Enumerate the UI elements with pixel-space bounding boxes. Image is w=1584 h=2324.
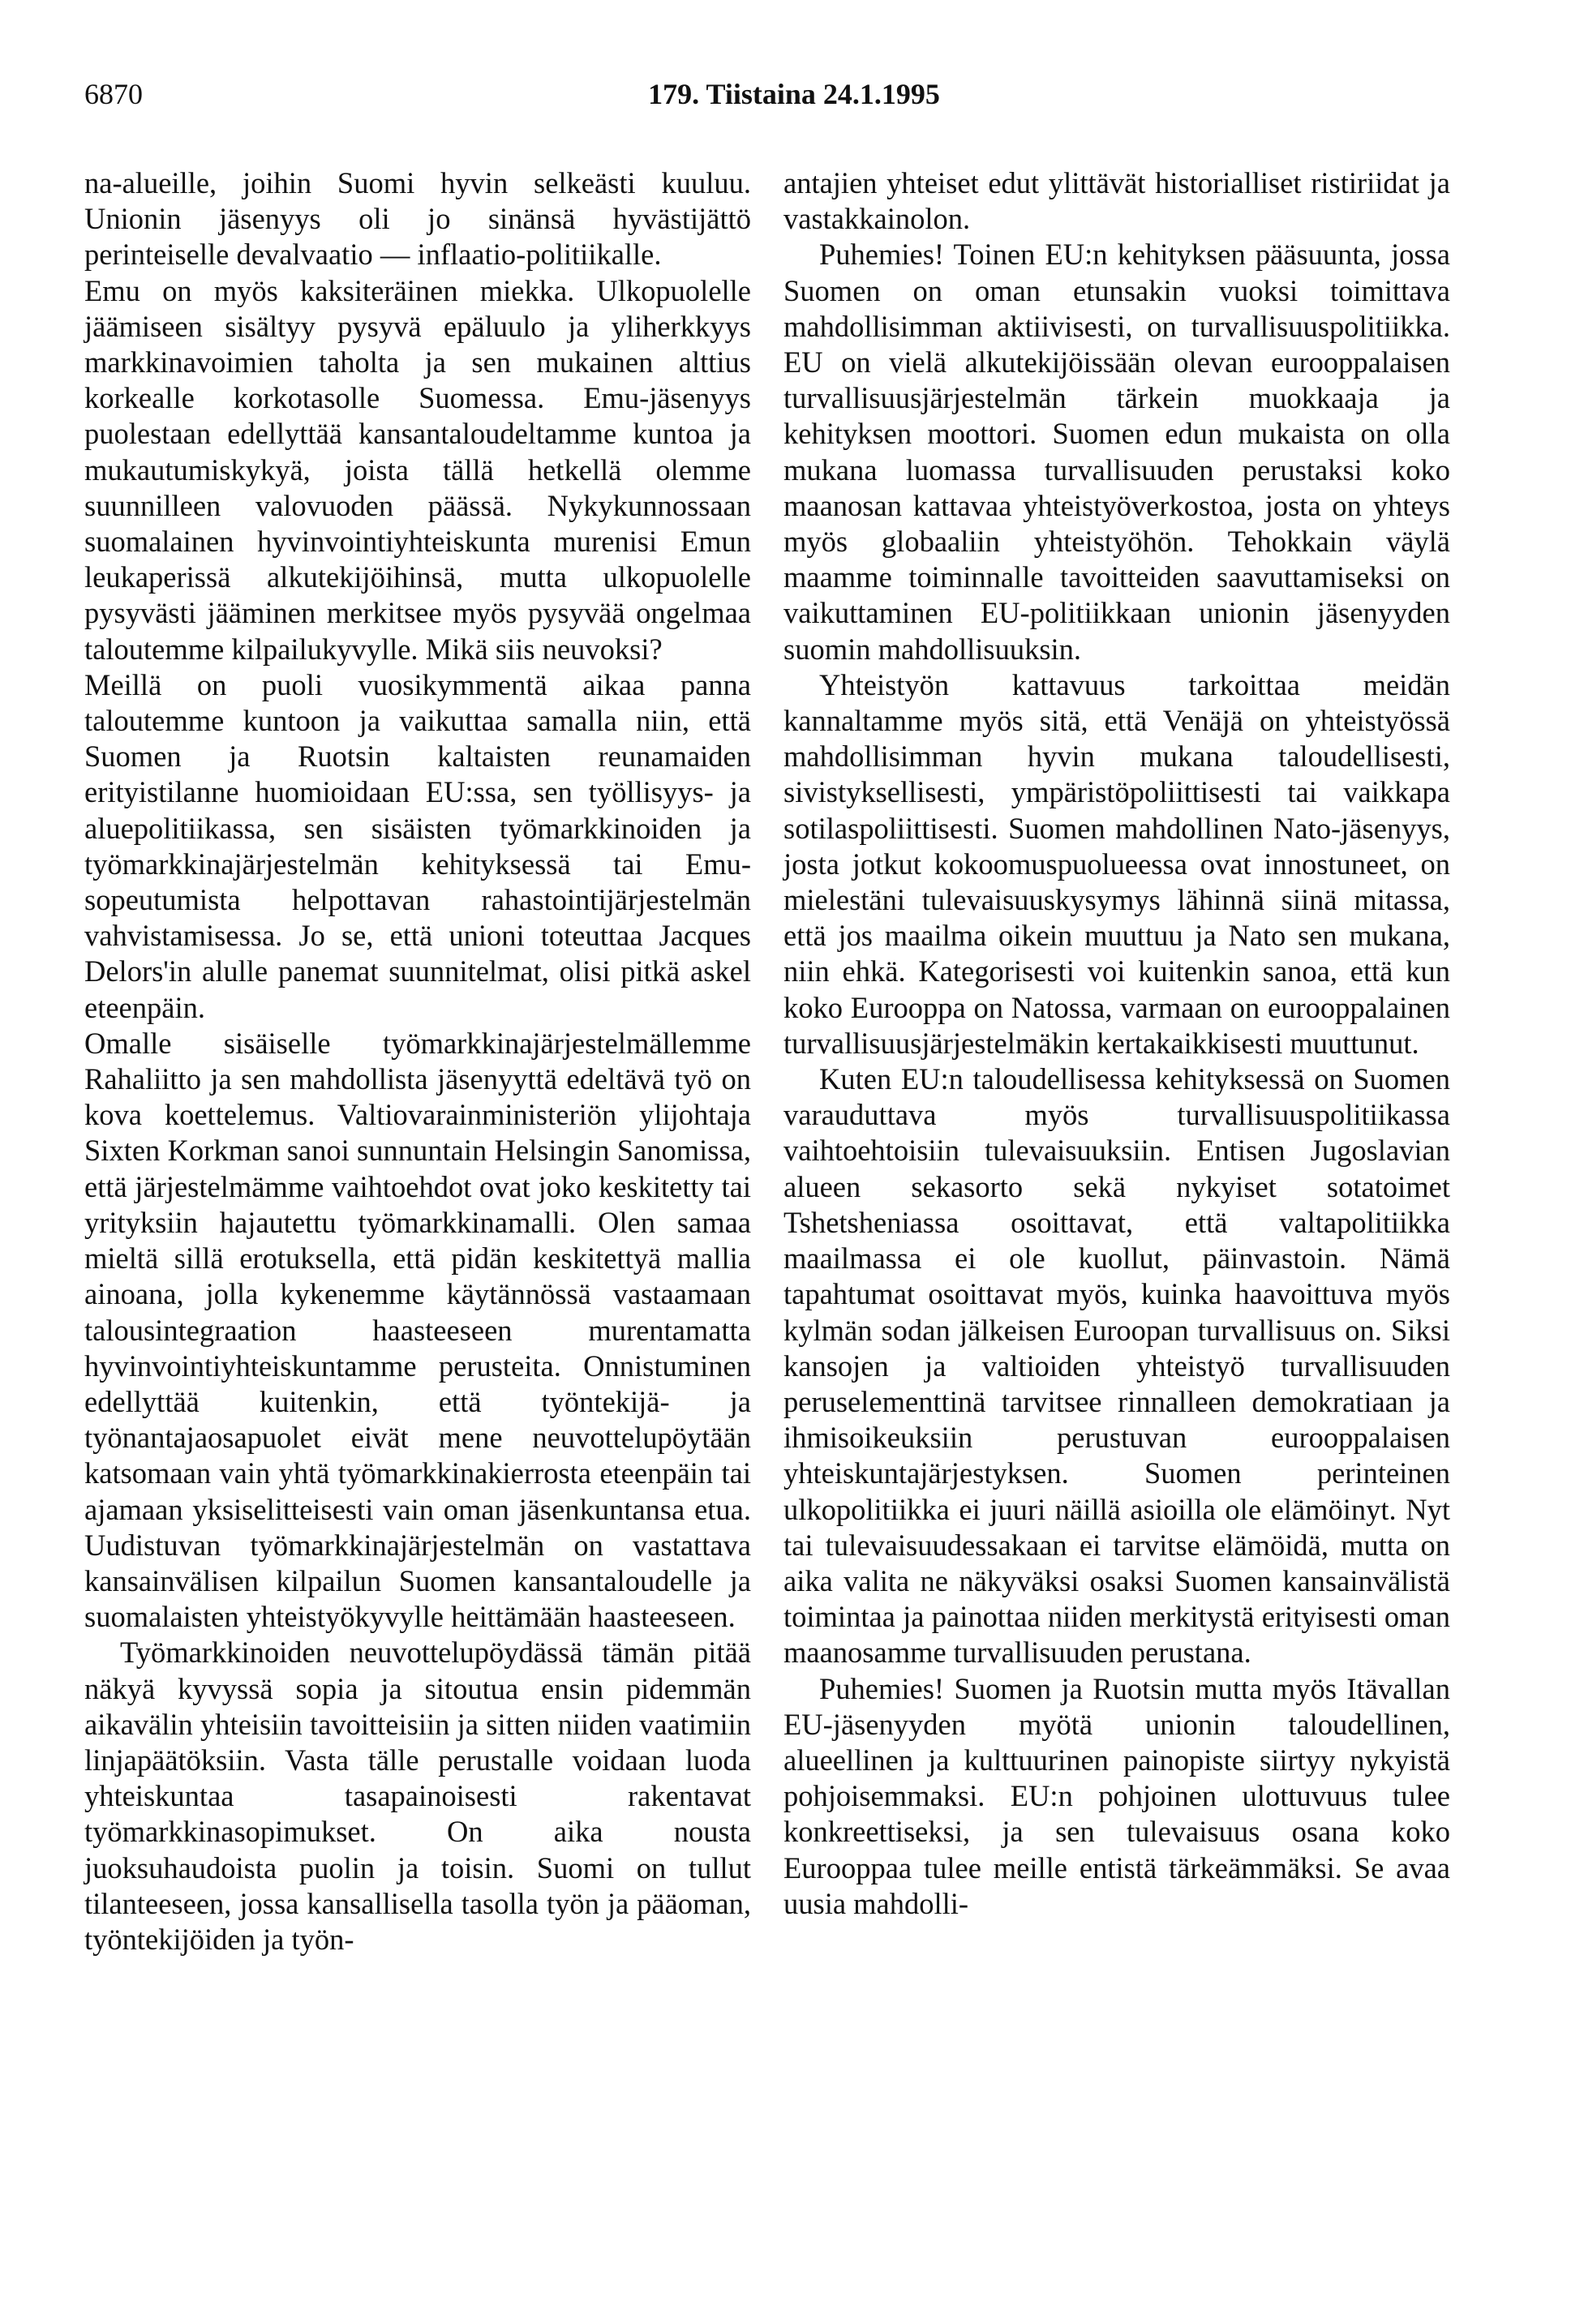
left-column <box>84 165 751 1957</box>
right-paragraph-2: Puhemies! Toinen EU:n kehityksen pääsuunta, jossa Suomen on oman etunsakin vuoksi toimittava mahdollisimman aktiivisesti, on turvallisuuspolitiikka. EU on vielä alkutekijöissään olevan eurooppalaisen turvallisuusjärjestelmän tärkein muokkaaja ja kehityksen moottori. Suomen edun mukaista on olla mukana luomassa turvallisuuden perustaksi koko maanosan kattavaa yhteistyöverkostoa, josta on yhteys myös globaaliin yhteistyöhön. Tehokkain väylä maamme toiminnalle tavoitteiden saavuttamiseksi on vaikuttaminen EU-politiikkaan unionin jäsenyyden suomin mahdollisuuksin. <box>783 238 1450 666</box>
left-paragraph-1: na-alueille, joihin Suomi hyvin selkeästi kuuluu. Unionin jäsenyys oli jo sinänsä hyvästijättö perinteiselle devalvaatio — inflaatio-politiikalle. <box>84 166 751 272</box>
left-paragraph-5: Työmarkkinoiden neuvottelupöydässä tämän pitää näkyä kyvyssä sopia ja sitoutua ensin pidemmän aikavälin yhteisiin tavoitteisiin ja sitten niiden vaatimiin linjapäätöksiin. Vasta tälle perustalle voidaan luoda yhteiskuntaa tasapainoisesti rakentavat työmarkkinasopimukset. On aika nousta juoksuhaudoista puolin ja toisin. Suomi on tullut tilanteeseen, jossa kansallisella tasolla työn ja pääoman, työntekijöiden ja työn- <box>84 1636 751 1956</box>
left-paragraph-3: Meillä on puoli vuosikymmentä aikaa panna taloutemme kuntoon ja vaikuttaa samalla niin, että Suomen ja Ruotsin kaltaisten reunamaiden erityistilanne huomioidaan EU:ssa, sen työllisyys- ja aluepolitiikassa, sen sisäisten työmarkkinoiden ja työmarkkinajärjestelmän kehityksessä tai Emu-sopeutumista helpottavan rahastointijärjestelmän vahvistamisessa. Jo se, että unioni toteuttaa Jacques Delors'in alulle panemat suunnitelmat, olisi pitkä askel eteenpäin. <box>84 667 751 1024</box>
right-paragraph-5: Puhemies! Suomen ja Ruotsin mutta myös Itävallan EU-jäsenyyden myötä unionin taloudellinen, alueellinen ja kulttuurinen painopiste siirtyy nykyistä pohjoisemmaksi. EU:n pohjoinen ulottuvuus tulee konkreettiseksi, ja sen tulevaisuus osana koko Eurooppaa tulee meille entistä tärkeämmäksi. Se avaa uusia mahdolli- <box>783 1671 1450 1920</box>
right-paragraph-3: Yhteistyön kattavuus tarkoittaa meidän kannaltamme myös sitä, että Venäjä on yhteistyössä mahdollisimman hyvin mukana taloudellisesti, sivistyksellisesti, ympäristöpoliittisesti tai vaikkapa sotilaspoliittisesti. Suomen mahdollinen Nato-jäsenyys, josta jotkut kokoomuspuolueessa ovat innostuneet, on mielestäni tulevaisuuskysymys lähinnä siinä mitassa, että jos maailma oikein muuttuu ja Nato sen mukana, niin ehkä. Kategorisesti voi kuitenkin sanoa, että kun koko Eurooppa on Natossa, varmaan on eurooppalainen turvallisuusjärjestelmäkin kertakaikkisesti muuttunut. <box>783 667 1450 1060</box>
left-paragraph-4: Omalle sisäiselle työmarkkinajärjestelmällemme Rahaliitto ja sen mahdollista jäsenyyttä edeltävä työ on kova koettelemus. Valtiovarainministeriön ylijohtaja Sixten Korkman sanoi sunnuntain Helsingin Sanomissa, että järjestelmämme vaihtoehdot ovat joko keskitetty tai yrityksiin hajautettu työmarkkinamalli. Olen samaa mieltä sillä erotuksella, että pidän keskitettyä mallia ainoana, jolla kykenemme käytännössä vastaamaan talousintegraation haasteeseen murentamatta hyvinvointiyhteiskuntamme perusteita. Onnistuminen edellyttää kuitenkin, että työntekijä- ja työnantajaosapuolet eivät mene neuvottelupöytään katsomaan vain yhtä työmarkkinakierrosta eteenpäin tai ajamaan yksiselitteisesti vain oman jäsenkuntansa etua. Uudistuvan työmarkkinajärjestelmän on vastattava kansainvälisen kilpailun Suomen kansantaloudelle ja suomalaisten yhteistyökyvylle heittämään haasteeseen. <box>84 1026 751 1634</box>
right-column <box>783 165 1450 1922</box>
session-title: 179. Tiistaina 24.1.1995 <box>648 78 940 110</box>
page-number: 6870 <box>84 78 143 110</box>
right-paragraph-4: Kuten EU:n taloudellisessa kehityksessä on Suomen varauduttava myös turvallisuuspolitiikassa vaihtoehtoisiin tulevaisuuksiin. Entisen Jugoslavian alueen sekasorto sekä nykyiset sotatoimet Tshetsheniassa osoittavat, että valtapolitiikka maailmassa ei ole kuollut, päinvastoin. Nämä tapahtumat osoittavat myös, kuinka haavoittuva myös kylmän sodan jälkeisen Euroopan turvallisuus on. Siksi kansojen ja valtioiden yhteistyö turvallisuuden peruselementtinä tarvitsee rinnalleen demokratiaan ja ihmisoikeuksiin perustuvan eurooppalaisen yhteiskuntajärjestyksen. Suomen perinteinen ulkopolitiikka ei juuri näillä asioilla ole elämöinyt. Nyt tai tulevaisuudessakaan ei tarvitse elämöidä, mutta on aika valita ne näkyväksi osaksi Suomen kansainvälistä toimintaa ja painottaa niiden merkitystä erityisesti oman maanosamme turvallisuuden perustana. <box>783 1062 1450 1670</box>
left-paragraph-2: Emu on myös kaksiteräinen miekka. Ulkopuolelle jäämiseen sisältyy pysyvä epäluulo ja yliherkkyys markkinavoimien taholta ja sen mukainen alttius korkealle korkotasolle Suomessa. Emu-jäsenyys puolestaan edellyttää kansantaloudeltamme kuntoa ja mukautumiskykyä, joista tällä hetkellä olemme suunnilleen valovuoden päässä. Nykykunnossaan suomalainen hyvinvointiyhteiskunta murenisi Emun leukaperissä alkutekijöihinsä, mutta ulkopuolelle pysyvästi jääminen merkitsee myös pysyvää ongelmaa taloutemme kilpailukyvylle. Mikä siis neuvoksi? <box>84 273 751 666</box>
page-header <box>84 70 1504 118</box>
right-paragraph-1: antajien yhteiset edut ylittävät historialliset ristiriidat ja vastakkainolon. <box>783 166 1450 236</box>
